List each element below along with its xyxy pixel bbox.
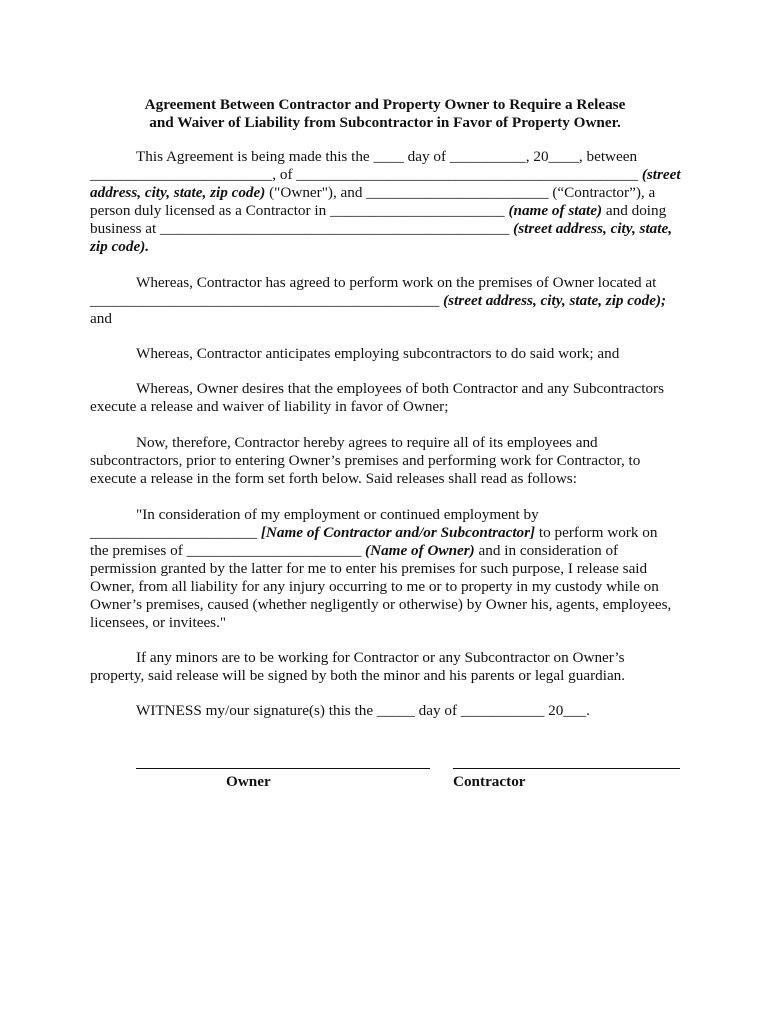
- contractor-signature-line[interactable]: [453, 768, 680, 769]
- p6-l3-hint: (Name of Owner): [365, 542, 475, 559]
- p6-line-6: Owner’s premises, caused (whether negligently or otherwise) by Owner his, agents, employees,: [90, 596, 672, 613]
- p1-l4-text: person duly licensed as a Contractor in _______________________: [90, 202, 509, 219]
- owner-signature-label: Owner: [226, 773, 271, 790]
- p6-l3-tail: and in consideration of: [474, 542, 619, 559]
- p6-l3-text: the premises of _______________________: [90, 542, 366, 559]
- p7-line-1: If any minors are to be working for Contractor or any Subcontractor on Owner’s: [136, 649, 625, 666]
- p4-line-2: execute a release and waiver of liability in favor of Owner;: [90, 398, 449, 415]
- p1-l3-hint: address, city, state, zip code): [90, 184, 266, 201]
- p6-line-2: [90, 524, 657, 542]
- p1-line-6: zip code).: [90, 238, 150, 255]
- owner-signature-line[interactable]: [136, 768, 430, 769]
- p1-line-3: [90, 184, 655, 202]
- p1-line-5: [90, 220, 672, 238]
- p3-line-1: Whereas, Contractor anticipates employing subcontractors to do said work; and: [136, 345, 620, 362]
- p1-l2-hint: (street: [641, 166, 681, 183]
- p5-line-2: subcontractors, prior to entering Owner’s premises and performing work for Contractor, to: [90, 452, 641, 469]
- p1-l4-tail: and doing: [602, 202, 667, 219]
- p8-line-1: WITNESS my/our signature(s) this the _____ day of ___________ 20___.: [136, 702, 590, 719]
- p2-l2-text: ______________________________________________: [90, 292, 444, 309]
- p5-line-3: execute a release in the form set forth below. Said releases shall read as follows:: [90, 470, 577, 487]
- p1-line-4: [90, 202, 666, 220]
- p5-line-1: Now, therefore, Contractor hereby agrees to require all of its employees and: [136, 434, 598, 451]
- p2-l2-hint: (street address, city, state, zip code);: [443, 292, 667, 309]
- p6-line-4: permission granted by the latter for me to enter his premises for such purpose, I release said: [90, 560, 648, 577]
- p1-l4-hint: (name of state): [508, 202, 603, 219]
- p1-l3-text: ("Owner"), and ________________________ (“Contractor”), a: [265, 184, 656, 201]
- title-line-2: and Waiver of Liability from Subcontractor in Favor of Property Owner.: [149, 114, 621, 131]
- p6-l2-tail: to perform work on: [535, 524, 658, 541]
- p6-l2-text: ______________________: [90, 524, 261, 541]
- p2-line-3: and: [90, 310, 112, 327]
- contractor-signature-label: Contractor: [453, 773, 526, 790]
- document-title: [0, 96, 770, 132]
- p1-l5-text: business at ______________________________________________: [90, 220, 514, 237]
- p2-line-2: [90, 292, 666, 310]
- p1-line-2: [90, 166, 681, 184]
- p7-line-2: property, said release will be signed by both the minor and his parents or legal guardian.: [90, 667, 626, 684]
- p6-line-3: [90, 542, 618, 560]
- p4-line-1: Whereas, Owner desires that the employees of both Contractor and any Subcontractors: [136, 380, 665, 397]
- p6-line-5: Owner, from all liability for any injury occurring to me or to property in my custody while on: [90, 578, 659, 595]
- title-line-1: Agreement Between Contractor and Property Owner to Require a Release: [144, 96, 626, 113]
- p6-line-1: "In consideration of my employment or continued employment by: [136, 506, 539, 523]
- p6-l2-hint: [Name of Contractor and/or Subcontractor]: [260, 524, 536, 541]
- p1-line-1: This Agreement is being made this the ____ day of __________, 20____, between: [136, 148, 638, 165]
- p1-l2-text: ________________________, of _____________________________________________: [90, 166, 642, 183]
- p6-line-7: licensees, or invitees.": [90, 614, 227, 631]
- p1-l5-hint: (street address, city, state,: [513, 220, 673, 237]
- p2-line-1: Whereas, Contractor has agreed to perform work on the premises of Owner located at: [136, 274, 657, 291]
